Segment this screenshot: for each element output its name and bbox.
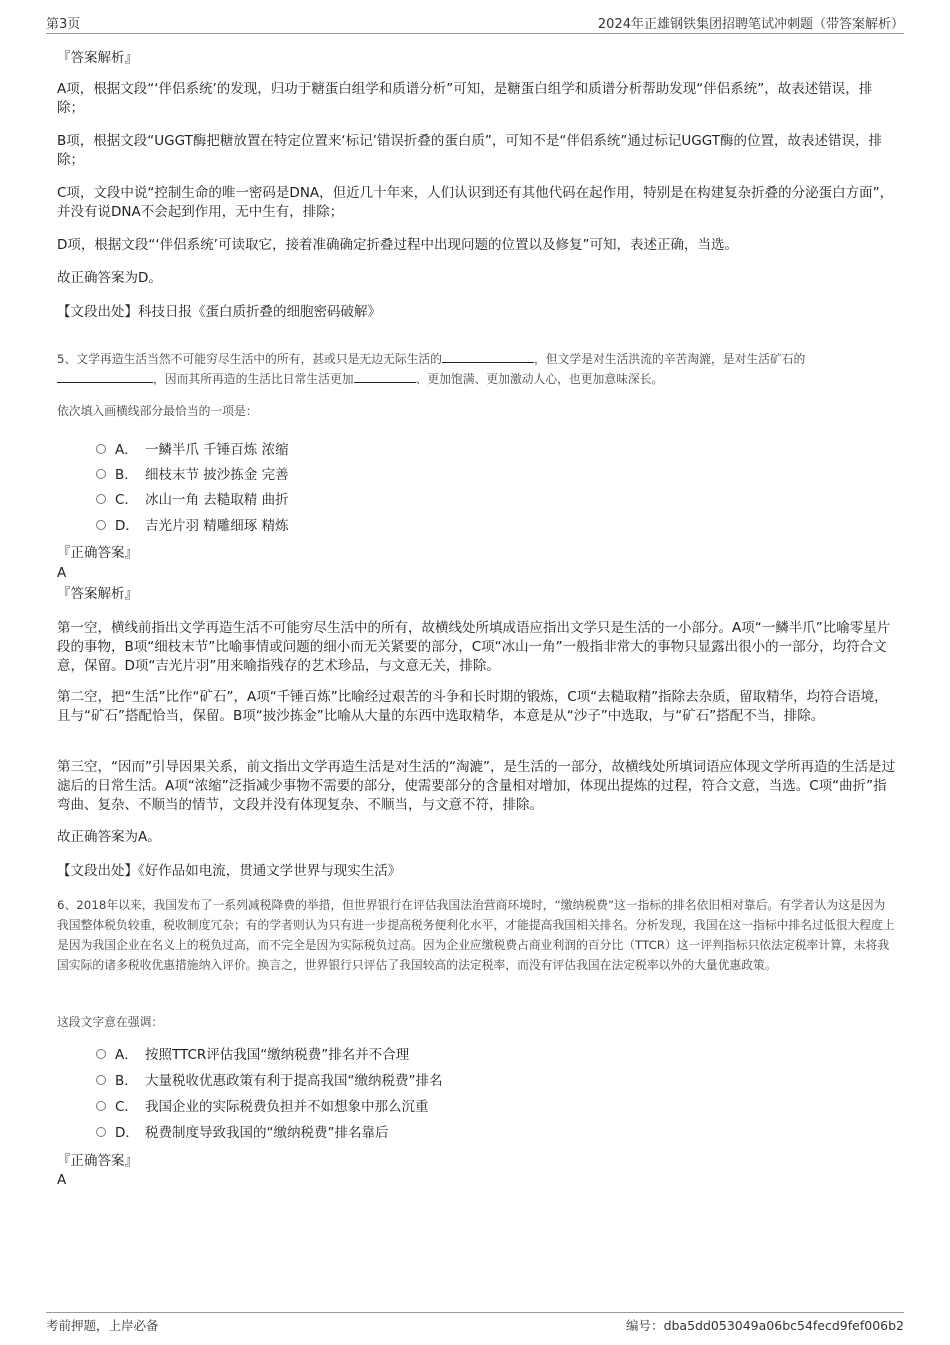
option-letter: B． <box>115 467 138 483</box>
option-text: 吉光片羽 精雕细琢 精炼 <box>145 518 289 534</box>
option-text: 冰山一角 去糙取精 曲折 <box>145 492 289 508</box>
page-footer <box>46 1312 904 1335</box>
q4-analysis-c: C项，文段中说“控制生命的唯一密码是DNA，但近几十年来，人们认识到还有其他代码在起作用，特别是在构建复杂折叠的分泌蛋白方面”，并没有说DNA不会起到作用，无中生有，排除； <box>57 185 894 220</box>
option-text: 细枝末节 披沙拣金 完善 <box>145 467 289 483</box>
q6-answer: A <box>57 1172 67 1188</box>
radio-icon[interactable] <box>96 444 106 454</box>
radio-icon[interactable] <box>96 1127 106 1137</box>
q5-stem-part2: ，但文学是对生活洪流的辛苦淘漉，是对生活矿石的 <box>534 352 806 366</box>
q5-stem-part3: ，因而其所再造的生活比日常生活更加 <box>153 372 354 386</box>
q5-blank-3 <box>354 370 416 383</box>
option-letter: B． <box>115 1073 138 1089</box>
page-header <box>46 13 904 34</box>
q4-source: 【文段出处】科技日报《蛋白质折叠的细胞密码破解》 <box>57 304 381 320</box>
q6-option-d[interactable] <box>96 1123 389 1143</box>
option-letter: D． <box>115 518 139 534</box>
option-letter: C． <box>115 492 138 508</box>
code-label: 编号： <box>626 1318 664 1333</box>
q5-prompt: 依次填入画横线部分最恰当的一项是： <box>57 404 258 418</box>
radio-icon[interactable] <box>96 1075 106 1085</box>
q5-source: 【文段出处】《好作品如电流，贯通文学世界与现实生活》 <box>57 863 402 879</box>
radio-icon[interactable] <box>96 1049 106 1059</box>
option-text: 按照TTCR评估我国“缴纳税费”排名并不合理 <box>145 1047 410 1063</box>
q6-prompt: 这段文字意在强调： <box>57 1015 164 1029</box>
q5-analysis-1: 第一空，横线前指出文学再造生活不可能穷尽生活中的所有，故横线处所填成语应指出文学只是生活的一小部分。A项“一鳞半爪”比喻零星片段的事物，B项“细枝末节”比喻事情或问题的细小而无关紧要的部分，C项“冰山一角”一般指非常大的事物只显露出很小的一部分，均符合文意，保留。D项“吉光片羽”用来喻指残存的艺术珍品，与文意无关，排除。 <box>57 620 891 674</box>
q5-blank-1 <box>442 350 534 363</box>
option-text: 一鳞半爪 千锤百炼 浓缩 <box>145 442 289 458</box>
q5-stem-part4: 、更加饱满、更加激动人心，也更加意味深长。 <box>415 372 664 386</box>
page-number: 第3页 <box>46 17 81 32</box>
document-title: 2024年正雄钢铁集团招聘笔试冲刺题（带答案解析） <box>597 17 904 32</box>
option-text: 我国企业的实际税费负担并不如想象中那么沉重 <box>145 1099 429 1115</box>
q5-analysis-heading: 『答案解析』 <box>57 586 138 602</box>
code-value: dba5dd053049a06bc54fecd9fef006b2 <box>663 1318 904 1333</box>
option-letter: A． <box>115 442 138 458</box>
q6-option-b[interactable] <box>96 1071 443 1091</box>
radio-icon[interactable] <box>96 520 106 530</box>
radio-icon[interactable] <box>96 1101 106 1111</box>
q4-conclusion: 故正确答案为D。 <box>57 270 162 286</box>
q5-analysis-2: 第二空，把“生活”比作“矿石”，A项“千锤百炼”比喻经过艰苦的斗争和长时期的锻炼，C项“去糙取精”指除去杂质，留取精华，均符合语境，且与“矿石”搭配恰当，保留。B项“披沙拣金”比喻从大量的东西中选取精华，本意是从“沙子”中选取，与“矿石”搭配不当，排除。 <box>57 689 888 724</box>
q5-answer-heading: 『正确答案』 <box>57 545 138 561</box>
q5-conclusion: 故正确答案为A。 <box>57 829 161 845</box>
q6-answer-heading: 『正确答案』 <box>57 1153 138 1169</box>
option-letter: C． <box>115 1099 138 1115</box>
q6-stem: 6、2018年以来，我国发布了一系列减税降费的举措，但世界银行在评估我国法治营商环境时，“缴纳税费”这一指标的排名依旧相对靠后。有学者认为这是因为我国整体税负较重，税收制度冗杂；有的学者则认为只有进一步提高税务便利化水平，才能提高我国相关排名。分析发现，我国在这一指标中排名过低很大程度上是因为我国企业在名义上的税负过高，而不完全是因为实际税负过高。因为企业应缴税费占商业利润的百分比（TTCR）这一评判指标只依法定税率计算，未将我国实际的诸多税收优惠措施纳入评价。换言之，世界银行只评估了我国较高的法定税率，而没有评估我国在法定税率以外的大量优惠政策。 <box>57 898 895 972</box>
q5-blank-2 <box>57 370 153 383</box>
q4-analysis-a: A项，根据文段“‘伴侣系统’的发现，归功于糖蛋白组学和质谱分析”可知，是糖蛋白组学和质谱分析帮助发现“伴侣系统”，故表述错误，排除； <box>57 81 873 116</box>
radio-icon[interactable] <box>96 469 106 479</box>
q5-stem <box>57 349 897 389</box>
q4-analysis-b: B项，根据文段“UGGT酶把糖放置在特定位置来‘标记’错误折叠的蛋白质”，可知不是“伴侣系统”通过标记UGGT酶的位置，故表述错误，排除； <box>57 133 882 168</box>
q5-option-d[interactable] <box>96 516 289 536</box>
q5-analysis-3: 第三空，“因而”引导因果关系，前文指出文学再造生活是对生活的“淘漉”，是生活的一部分，故横线处所填词语应体现文学所再造的生活是过滤后的日常生活。A项“浓缩”泛指减少事物不需要的部分，使需要部分的含量相对增加，体现出提炼的过程，符合文意，当选。C项“曲折”指弯曲、复杂、不顺当的情节，文段并没有体现复杂、不顺当，与文意不符，排除。 <box>57 759 895 813</box>
document-code <box>626 1316 904 1334</box>
q5-option-a[interactable] <box>96 440 289 460</box>
option-text: 大量税收优惠政策有利于提高我国“缴纳税费”排名 <box>145 1073 443 1089</box>
q4-analysis-heading: 『答案解析』 <box>57 50 138 66</box>
q6-option-c[interactable] <box>96 1097 429 1117</box>
option-letter: D． <box>115 1125 139 1141</box>
footer-slogan: 考前押题，上岸必备 <box>46 1318 159 1333</box>
q6-option-a[interactable] <box>96 1045 409 1065</box>
radio-icon[interactable] <box>96 494 106 504</box>
option-letter: A． <box>115 1047 138 1063</box>
q5-stem-part1: 5、文学再造生活当然不可能穷尽生活中的所有，甚或只是无边无际生活的 <box>57 352 443 366</box>
option-text: 税费制度导致我国的“缴纳税费”排名靠后 <box>145 1125 389 1141</box>
q5-option-c[interactable] <box>96 490 289 510</box>
q4-analysis-d: D项，根据文段“‘伴侣系统’可读取它，接着准确确定折叠过程中出现问题的位置以及修复”可知，表述正确，当选。 <box>57 237 738 253</box>
q5-answer: A <box>57 565 67 581</box>
q5-option-b[interactable] <box>96 465 289 485</box>
